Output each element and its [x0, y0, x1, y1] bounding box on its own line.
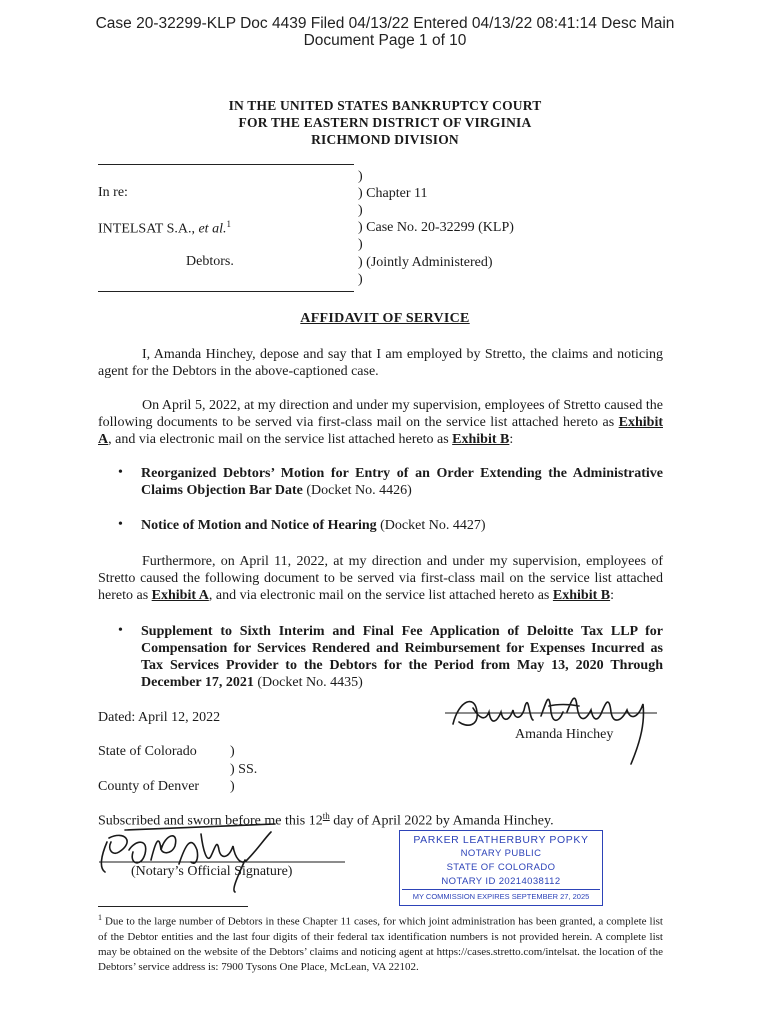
subscribed-sworn-line: Subscribed and sworn before me this 12th day of April 2022 by Amanda Hinchey. — [98, 811, 554, 829]
court-division: RICHMOND DIVISION — [311, 132, 459, 147]
bullet-marker: • — [118, 623, 123, 638]
stamp-commission-expiry: MY COMMISSION EXPIRES SEPTEMBER 27, 2025 — [402, 889, 600, 904]
exhibit-b-ref: Exhibit B — [552, 588, 611, 603]
affiant-signature — [445, 682, 670, 770]
caption-paren: ) — [358, 169, 363, 184]
bullet-marker: • — [118, 465, 123, 480]
affiant-name: Amanda Hinchey — [515, 727, 614, 742]
stamp-notary-id: NOTARY ID 20214038112 — [441, 876, 561, 887]
footnote-1: $^1$ Due to the large number of Debtors in these Chapter 11 cases, for which joint administration has been granted, a complete list of the Debtor entities and the last four digits of their federal tax identification numbers is not provided herein. A complete list may be obtained on the website of the Debtors’ claims and noticing agent at https://cases.stretto.com/intelsat. the location of the Debtors’ service address is: 7900 Tysons One Place, McLean, VA 22102. — [98, 913, 663, 973]
caption-top-rule — [98, 164, 354, 165]
notary-signature-label: (Notary’s Official Signature) — [131, 864, 293, 879]
caption-paren: ) — [358, 203, 363, 218]
ecf-header-line2: Document Page 1 of 10 — [303, 32, 467, 49]
bullet-marker: • — [118, 517, 123, 532]
notary-signature — [95, 820, 355, 895]
venue-county: County of Denver — [98, 779, 200, 794]
caption-paren: ) — [358, 272, 363, 287]
paragraph-service-april-5: On April 5, 2022, at my direction and under my supervision, employees of Stretto caused the following documents to be served via first-class mail on the service list attached hereto as Exhibit A, and via electronic mail on the service list attached hereto as Exhibit B: — [98, 398, 663, 447]
caption-chapter: ) Chapter 11 — [358, 186, 428, 201]
notary-stamp — [399, 830, 603, 906]
ecf-header-line1: Case 20-32299-KLP Doc 4439 Filed 04/13/22 Entered 04/13/22 08:41:14 Desc Main — [95, 15, 675, 32]
caption-debtors: Debtors. — [186, 254, 234, 269]
exhibit-a-ref: Exhibit A — [151, 588, 209, 603]
exhibit-a-ref: Exhibit A — [98, 415, 663, 447]
court-district: FOR THE EASTERN DISTRICT OF VIRGINIA — [238, 115, 532, 130]
caption-bottom-rule — [98, 291, 354, 292]
caption-case-no: ) Case No. 20-32299 (KLP) — [358, 220, 514, 235]
paragraph-employment: I, Amanda Hinchey, depose and say that I am employed by Stretto, the claims and noticing agent for the Debtors in the above-captioned case. — [98, 347, 663, 379]
venue-ss: ) SS. — [230, 762, 258, 777]
footnote-rule — [98, 906, 248, 907]
court-name: IN THE UNITED STATES BANKRUPTCY COURT — [228, 98, 542, 113]
venue-paren: ) — [230, 779, 235, 794]
venue-paren: ) — [230, 744, 235, 759]
stamp-title: NOTARY PUBLIC — [460, 848, 542, 859]
served-document-1: Reorganized Debtors’ Motion for Entry of an Order Extending the Administrative Claims Objection Bar Date (Docket No. 4426) — [141, 466, 663, 498]
caption-in-re: In re: — [98, 185, 128, 200]
stamp-state: STATE OF COLORADO — [446, 862, 556, 873]
stamp-notary-name: PARKER LEATHERBURY POPKY — [413, 834, 589, 846]
dated-line: Dated: April 12, 2022 — [98, 710, 221, 725]
venue-state: State of Colorado — [98, 744, 197, 759]
caption-jointly-administered: ) (Jointly Administered) — [358, 255, 493, 270]
served-document-2: Notice of Motion and Notice of Hearing (Docket No. 4427) — [141, 518, 486, 533]
paragraph-service-april-11: Furthermore, on April 11, 2022, at my direction and under my supervision, employees of Stretto caused the following document to be served via first-class mail on the service list attached hereto as Exhibit A, and via electronic mail on the service list attached hereto as Exhibit B: — [98, 554, 663, 603]
caption-paren: ) — [358, 237, 363, 252]
document-title: AFFIDAVIT OF SERVICE — [300, 311, 470, 326]
caption-debtor-name: INTELSAT S.A., et al.$^1$ — [98, 219, 231, 237]
served-document-3: Supplement to Sixth Interim and Final Fee Application of Deloitte Tax LLP for Compensation for Services Rendered and Reimbursement for Expenses Incurred as Tax Services Provider to the Debtors for the Period from May 13, 2020 Through December 17, 2021 (Docket No. 4435) — [141, 624, 663, 690]
exhibit-b-ref: Exhibit B — [452, 432, 510, 447]
